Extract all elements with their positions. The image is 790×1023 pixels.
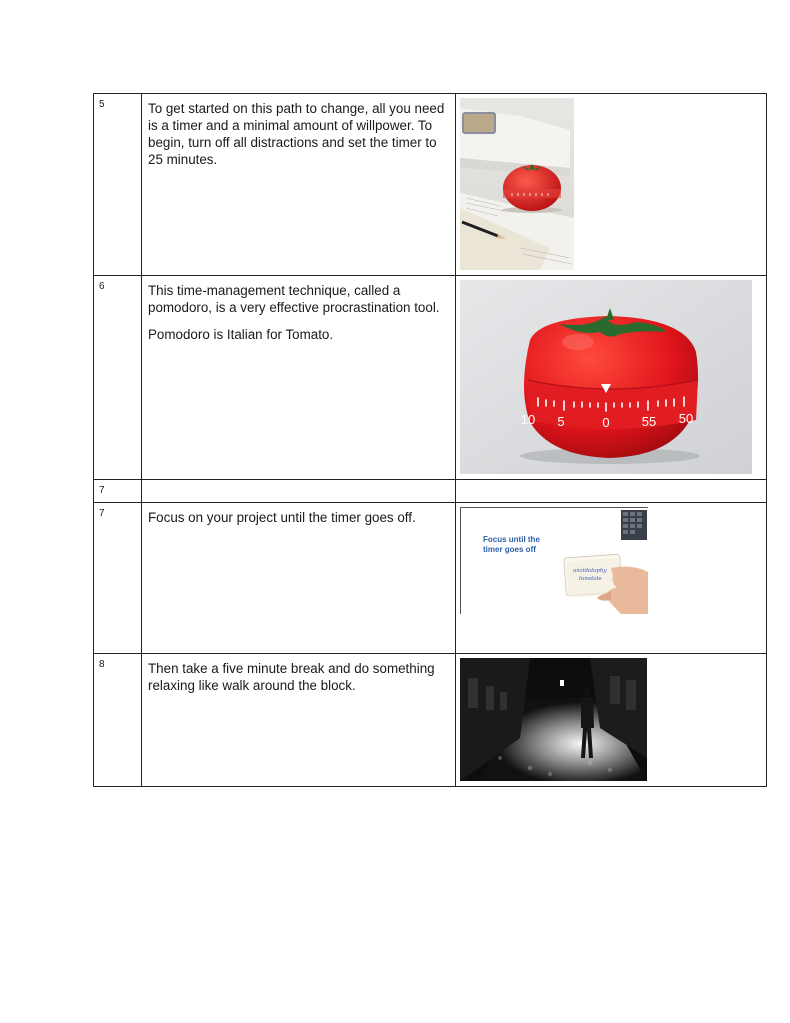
storyboard-table (93, 93, 767, 787)
card-handwriting: lunetole (579, 576, 602, 582)
slide-title-line: Focus until the (483, 535, 540, 544)
slide-title-line: timer goes off (483, 545, 536, 554)
row-image-cell (456, 276, 767, 480)
storyboard-row (94, 654, 767, 787)
row-paragraph: Then take a five minute break and do something relaxing like walk around the block. (148, 661, 435, 693)
row-paragraph: To get started on this path to change, all you need is a timer and a minimal amount of willpower. To begin, turn off all distractions and set the timer to 25 minutes. (148, 101, 445, 167)
dial-label: 5 (557, 414, 565, 429)
row-number: 8 (94, 654, 142, 787)
tomato-timer-closeup-photo (460, 280, 752, 474)
storyboard-row (94, 503, 767, 654)
row-paragraph: Pomodoro is Italian for Tomato. (148, 327, 334, 342)
row-paragraph: This time-management technique, called a pomodoro, is a very effective procrastination tool. (148, 283, 440, 315)
card-handwriting: anzidolophy (573, 568, 607, 574)
row-text (142, 654, 456, 787)
row-number: 5 (94, 94, 142, 276)
row-number: 7 (94, 503, 142, 654)
row-image-cell (456, 480, 767, 503)
storyboard-row (94, 480, 767, 503)
storyboard-row (94, 94, 767, 276)
storyboard-row (94, 276, 767, 480)
focus-slide-image (460, 507, 648, 614)
row-image-cell (456, 94, 767, 276)
night-street-walk-photo (460, 658, 647, 781)
dial-label: 55 (641, 414, 657, 429)
dial-label: 50 (678, 411, 694, 426)
dial-label: 0 (602, 415, 610, 430)
row-image-cell (456, 654, 767, 787)
desk-tomato-timer-photo (460, 98, 574, 270)
dial-label: 10 (520, 412, 536, 427)
row-image-cell (456, 503, 767, 654)
row-text (142, 276, 456, 480)
row-text (142, 94, 456, 276)
row-number: 6 (94, 276, 142, 480)
row-text (142, 480, 456, 503)
row-text (142, 503, 456, 654)
row-number: 7 (94, 480, 142, 503)
row-paragraph: Focus on your project until the timer goes off. (148, 510, 416, 525)
